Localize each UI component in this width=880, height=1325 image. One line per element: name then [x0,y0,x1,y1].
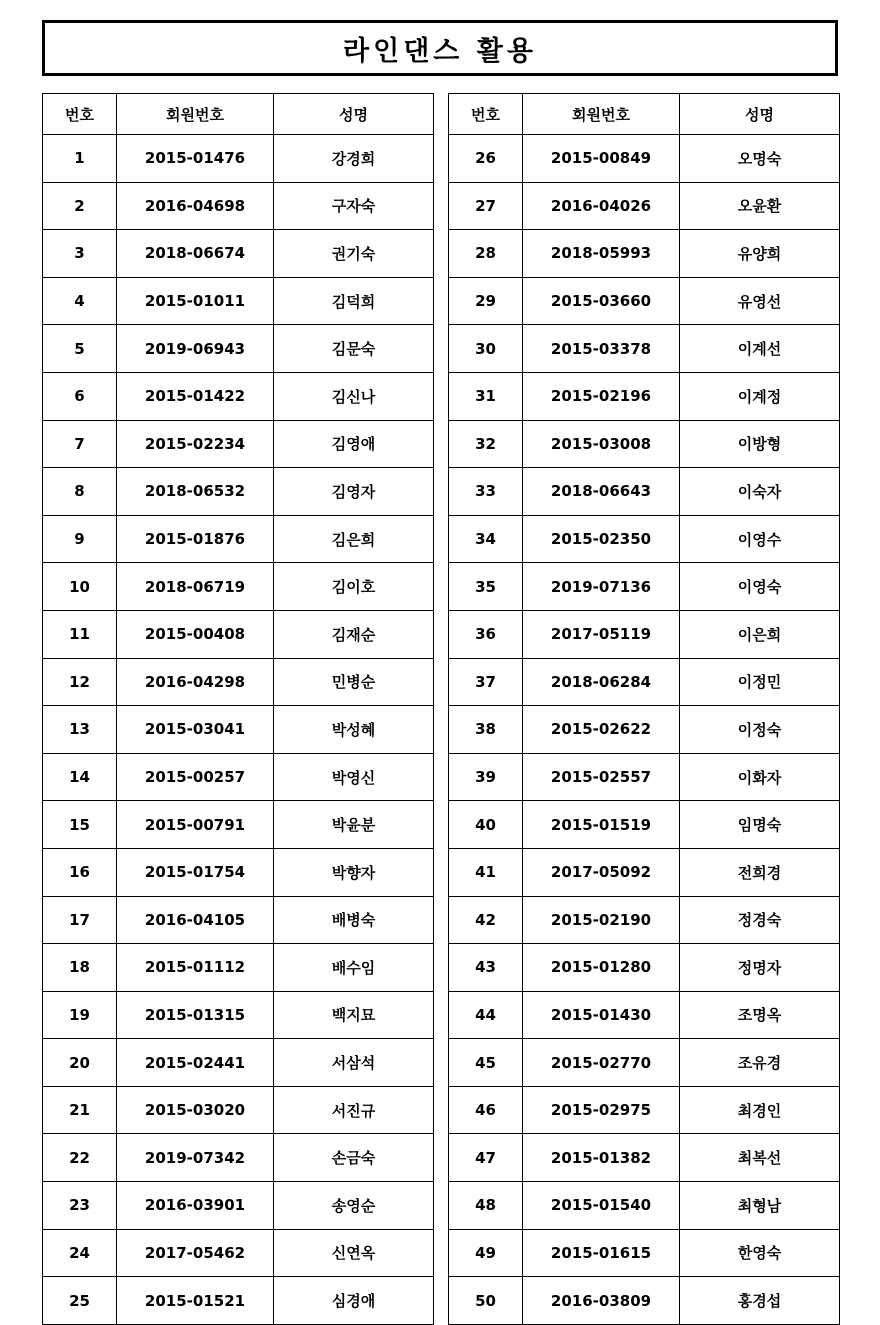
table-row [449,230,840,278]
cell-number: 2 [43,182,117,230]
cell-number: 12 [43,658,117,706]
cell-name: 오윤환 [680,182,840,230]
cell-name: 김이호 [274,563,434,611]
cell-number: 42 [449,896,523,944]
cell-number: 18 [43,944,117,992]
cell-number: 9 [43,515,117,563]
cell-name: 박윤분 [274,801,434,849]
column-header-member-id: 회원번호 [117,94,274,135]
cell-name: 백지묘 [274,991,434,1039]
cell-number: 21 [43,1086,117,1134]
table-row [449,372,840,420]
cell-name: 이화자 [680,753,840,801]
cell-member-id: 2015-01754 [117,848,274,896]
cell-member-id: 2015-01112 [117,944,274,992]
table-row [43,563,434,611]
cell-number: 13 [43,706,117,754]
cell-number: 8 [43,468,117,516]
table-row [43,135,434,183]
cell-member-id: 2018-06284 [523,658,680,706]
cell-name: 유양희 [680,230,840,278]
table-row [43,468,434,516]
cell-member-id: 2018-06719 [117,563,274,611]
table-row [43,182,434,230]
cell-name: 한영숙 [680,1229,840,1277]
cell-number: 44 [449,991,523,1039]
cell-number: 19 [43,991,117,1039]
table-row [43,991,434,1039]
cell-member-id: 2015-03008 [523,420,680,468]
cell-number: 25 [43,1277,117,1325]
cell-number: 32 [449,420,523,468]
cell-name: 신연옥 [274,1229,434,1277]
table-row [449,801,840,849]
table-row [449,468,840,516]
cell-member-id: 2015-01430 [523,991,680,1039]
roster-right-body [449,135,840,1325]
table-row [43,372,434,420]
cell-name: 최형남 [680,1182,840,1230]
cell-member-id: 2015-02196 [523,372,680,420]
cell-name: 서진규 [274,1086,434,1134]
cell-number: 45 [449,1039,523,1087]
table-row [449,1229,840,1277]
cell-member-id: 2015-00849 [523,135,680,183]
table-row [43,1134,434,1182]
cell-name: 홍경섭 [680,1277,840,1325]
cell-member-id: 2017-05092 [523,848,680,896]
table-row [43,515,434,563]
cell-number: 15 [43,801,117,849]
table-row [449,896,840,944]
table-header-row [43,94,434,135]
document-title-box [42,20,838,76]
cell-number: 34 [449,515,523,563]
table-row [449,991,840,1039]
cell-name: 송영순 [274,1182,434,1230]
table-row [449,1086,840,1134]
table-row [43,325,434,373]
roster-table-left [42,93,434,1325]
cell-member-id: 2015-02975 [523,1086,680,1134]
cell-name: 김덕희 [274,277,434,325]
cell-name: 최복선 [680,1134,840,1182]
table-row [449,277,840,325]
cell-name: 정경숙 [680,896,840,944]
cell-member-id: 2015-02234 [117,420,274,468]
cell-name: 이계정 [680,372,840,420]
cell-name: 김문숙 [274,325,434,373]
cell-member-id: 2016-03901 [117,1182,274,1230]
cell-name: 권기숙 [274,230,434,278]
table-row [43,277,434,325]
cell-number: 24 [43,1229,117,1277]
cell-member-id: 2017-05119 [523,610,680,658]
table-row [43,610,434,658]
table-row [449,1182,840,1230]
table-row [43,420,434,468]
cell-number: 7 [43,420,117,468]
cell-number: 23 [43,1182,117,1230]
cell-name: 박성혜 [274,706,434,754]
cell-number: 36 [449,610,523,658]
cell-member-id: 2015-01422 [117,372,274,420]
table-row [449,182,840,230]
cell-member-id: 2016-04298 [117,658,274,706]
cell-name: 배수임 [274,944,434,992]
cell-name: 이정민 [680,658,840,706]
cell-number: 43 [449,944,523,992]
cell-member-id: 2015-03378 [523,325,680,373]
column-header-number: 번호 [43,94,117,135]
cell-name: 최경인 [680,1086,840,1134]
cell-name: 구자숙 [274,182,434,230]
cell-member-id: 2015-00257 [117,753,274,801]
cell-number: 3 [43,230,117,278]
cell-number: 40 [449,801,523,849]
cell-member-id: 2015-02190 [523,896,680,944]
cell-number: 46 [449,1086,523,1134]
cell-name: 박향자 [274,848,434,896]
cell-member-id: 2019-07342 [117,1134,274,1182]
table-row [449,706,840,754]
table-row [43,1039,434,1087]
table-row [43,801,434,849]
table-row [449,515,840,563]
table-row [449,1134,840,1182]
cell-number: 10 [43,563,117,611]
cell-name: 이영수 [680,515,840,563]
cell-member-id: 2015-01476 [117,135,274,183]
cell-name: 강경희 [274,135,434,183]
table-row [43,848,434,896]
cell-member-id: 2016-04105 [117,896,274,944]
cell-name: 심경애 [274,1277,434,1325]
column-header-member-id: 회원번호 [523,94,680,135]
roster-tables [42,93,838,1325]
cell-name: 이영숙 [680,563,840,611]
table-row [449,563,840,611]
cell-member-id: 2018-06674 [117,230,274,278]
cell-number: 11 [43,610,117,658]
cell-number: 1 [43,135,117,183]
table-row [43,753,434,801]
table-row [43,1277,434,1325]
column-header-name: 성명 [274,94,434,135]
cell-name: 김은희 [274,515,434,563]
cell-name: 김영자 [274,468,434,516]
cell-member-id: 2015-02770 [523,1039,680,1087]
cell-member-id: 2015-01280 [523,944,680,992]
cell-member-id: 2015-03020 [117,1086,274,1134]
cell-name: 민병순 [274,658,434,706]
table-row [449,1277,840,1325]
cell-member-id: 2015-02441 [117,1039,274,1087]
table-row [43,230,434,278]
cell-number: 29 [449,277,523,325]
cell-member-id: 2019-06943 [117,325,274,373]
cell-member-id: 2015-02557 [523,753,680,801]
cell-member-id: 2015-01615 [523,1229,680,1277]
cell-name: 서삼석 [274,1039,434,1087]
table-row [449,753,840,801]
table-row [43,1229,434,1277]
cell-name: 오명숙 [680,135,840,183]
cell-member-id: 2015-00408 [117,610,274,658]
cell-name: 이정숙 [680,706,840,754]
cell-member-id: 2015-01519 [523,801,680,849]
cell-number: 31 [449,372,523,420]
cell-number: 48 [449,1182,523,1230]
cell-number: 16 [43,848,117,896]
cell-member-id: 2019-07136 [523,563,680,611]
cell-name: 이계선 [680,325,840,373]
table-row [449,944,840,992]
cell-name: 조명옥 [680,991,840,1039]
cell-name: 박영신 [274,753,434,801]
cell-number: 50 [449,1277,523,1325]
cell-number: 33 [449,468,523,516]
cell-number: 37 [449,658,523,706]
table-row [449,135,840,183]
table-row [449,610,840,658]
cell-member-id: 2017-05462 [117,1229,274,1277]
cell-member-id: 2015-00791 [117,801,274,849]
table-header-row [449,94,840,135]
table-row [43,1086,434,1134]
cell-member-id: 2015-03041 [117,706,274,754]
cell-number: 41 [449,848,523,896]
page-title: 라인댄스 활용 [343,35,537,67]
column-header-name: 성명 [680,94,840,135]
cell-member-id: 2015-02622 [523,706,680,754]
cell-name: 조유경 [680,1039,840,1087]
table-row [43,658,434,706]
table-row [43,706,434,754]
table-row [43,1182,434,1230]
cell-name: 이방형 [680,420,840,468]
cell-member-id: 2015-01540 [523,1182,680,1230]
table-row [43,896,434,944]
cell-member-id: 2015-02350 [523,515,680,563]
table-row [449,1039,840,1087]
cell-name: 김재순 [274,610,434,658]
cell-member-id: 2015-01011 [117,277,274,325]
cell-member-id: 2015-01382 [523,1134,680,1182]
cell-number: 38 [449,706,523,754]
cell-name: 김신나 [274,372,434,420]
cell-member-id: 2016-04698 [117,182,274,230]
table-row [449,658,840,706]
cell-number: 47 [449,1134,523,1182]
cell-name: 유영선 [680,277,840,325]
column-header-number: 번호 [449,94,523,135]
roster-left-body [43,135,434,1325]
cell-name: 배병숙 [274,896,434,944]
cell-member-id: 2016-03809 [523,1277,680,1325]
cell-number: 22 [43,1134,117,1182]
table-row [449,325,840,373]
cell-name: 전희경 [680,848,840,896]
cell-number: 5 [43,325,117,373]
cell-name: 이은희 [680,610,840,658]
cell-member-id: 2018-06643 [523,468,680,516]
cell-number: 27 [449,182,523,230]
cell-number: 26 [449,135,523,183]
cell-member-id: 2015-01521 [117,1277,274,1325]
cell-number: 14 [43,753,117,801]
cell-member-id: 2018-06532 [117,468,274,516]
cell-name: 임명숙 [680,801,840,849]
cell-number: 6 [43,372,117,420]
cell-number: 30 [449,325,523,373]
cell-member-id: 2015-01876 [117,515,274,563]
cell-number: 35 [449,563,523,611]
table-row [43,944,434,992]
cell-member-id: 2016-04026 [523,182,680,230]
cell-member-id: 2015-03660 [523,277,680,325]
roster-table-right [448,93,840,1325]
cell-name: 정명자 [680,944,840,992]
cell-member-id: 2018-05993 [523,230,680,278]
cell-name: 손금숙 [274,1134,434,1182]
cell-member-id: 2015-01315 [117,991,274,1039]
cell-number: 49 [449,1229,523,1277]
cell-number: 17 [43,896,117,944]
cell-number: 20 [43,1039,117,1087]
cell-number: 28 [449,230,523,278]
table-row [449,848,840,896]
cell-number: 39 [449,753,523,801]
cell-name: 이숙자 [680,468,840,516]
cell-name: 김영애 [274,420,434,468]
table-row [449,420,840,468]
cell-number: 4 [43,277,117,325]
